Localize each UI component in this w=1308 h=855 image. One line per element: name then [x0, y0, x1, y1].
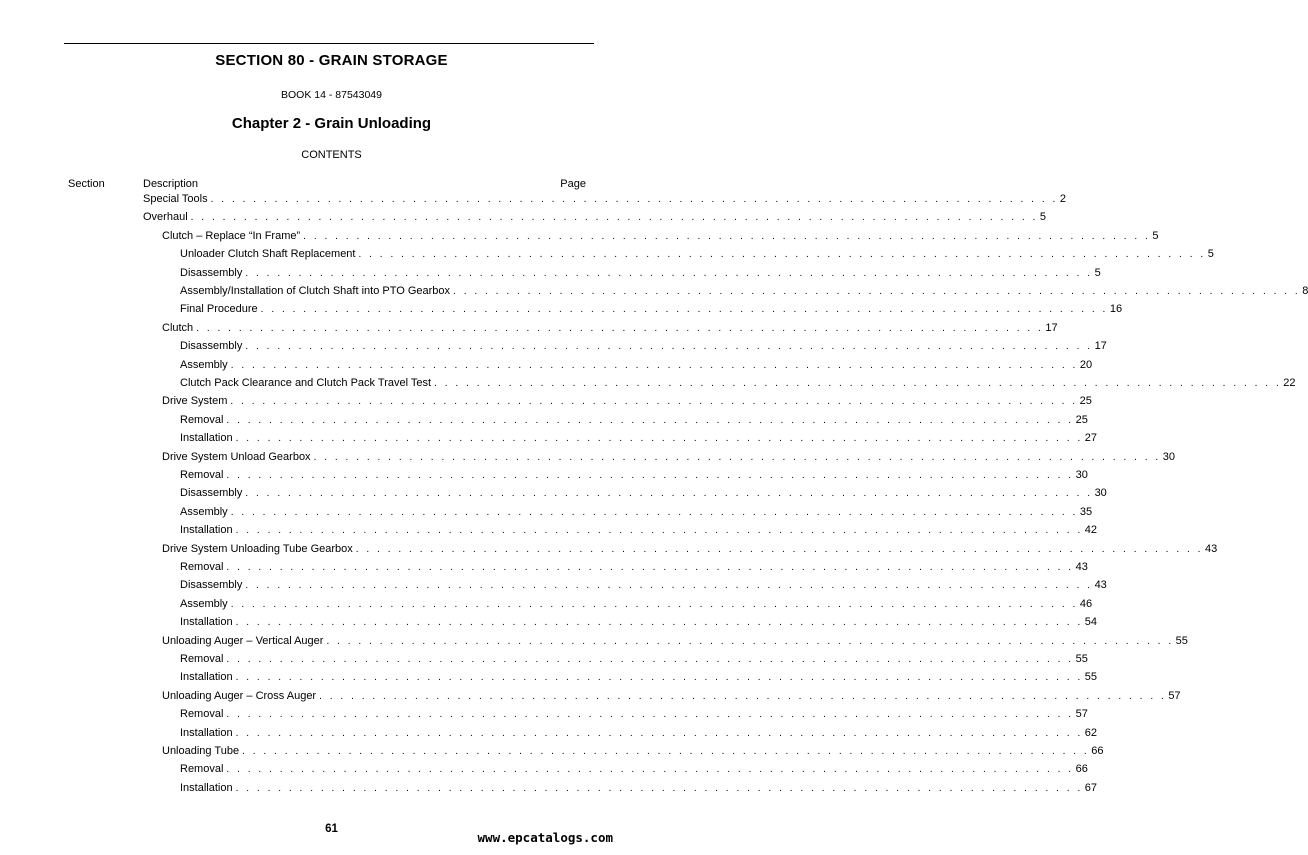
toc-entry[interactable] — [180, 727, 1098, 742]
toc-entry[interactable] — [180, 248, 1214, 263]
toc-entry-title: Disassembly — [180, 267, 243, 279]
top-rule — [64, 43, 594, 44]
toc-entry[interactable] — [180, 579, 1107, 594]
toc-leader-dots: . . . . . . . . . . . . . . . . . . . . . . . . . . . . . . . . . . . . . . . . . . . . . . . . . . . . . . . . . . . . . . . . . . . . . . . . . . . . . . . . — [355, 544, 1203, 555]
toc-leader-dots: . . . . . . . . . . . . . . . . . . . . . . . . . . . . . . . . . . . . . . . . . . . . . . . . . . . . . . . . . . . . . . . . . . . . . . . . . . . . . . . . — [210, 194, 1058, 205]
toc-entry-page: 43 — [1075, 561, 1088, 573]
toc-entry-title: Disassembly — [180, 340, 243, 352]
toc-entry-title: Installation — [180, 727, 233, 739]
toc-entry[interactable] — [180, 359, 1093, 374]
toc-entry-title: Installation — [180, 671, 233, 683]
toc-entry-title: Assembly — [180, 506, 228, 518]
toc-entry-title: Drive System Unload Gearbox — [162, 451, 311, 463]
toc-entry-title: Removal — [180, 414, 224, 426]
toc-entry[interactable] — [180, 377, 1296, 392]
toc-leader-dots: . . . . . . . . . . . . . . . . . . . . . . . . . . . . . . . . . . . . . . . . . . . . . . . . . . . . . . . . . . . . . . . . . . . . . . . . . . . . . . . . — [235, 783, 1083, 794]
toc-leader-dots: . . . . . . . . . . . . . . . . . . . . . . . . . . . . . . . . . . . . . . . . . . . . . . . . . . . . . . . . . . . . . . . . . . . . . . . . . . . . . . . . — [245, 341, 1093, 352]
toc-entry[interactable] — [180, 432, 1098, 447]
toc-entry[interactable] — [162, 635, 1188, 650]
toc-entry[interactable] — [180, 303, 1123, 318]
toc-entry-page: 66 — [1075, 763, 1088, 775]
toc-leader-dots: . . . . . . . . . . . . . . . . . . . . . . . . . . . . . . . . . . . . . . . . . . . . . . . . . . . . . . . . . . . . . . . . . . . . . . . . . . . . . . . . — [226, 764, 1074, 775]
toc-leader-dots: . . . . . . . . . . . . . . . . . . . . . . . . . . . . . . . . . . . . . . . . . . . . . . . . . . . . . . . . . . . . . . . . . . . . . . . . . . . . . . . . — [260, 304, 1108, 315]
chapter-title: Chapter 2 - Grain Unloading — [231, 115, 432, 132]
toc-entry-page: 5 — [1094, 267, 1101, 279]
toc-entry-title: Removal — [180, 561, 224, 573]
toc-entry[interactable] — [143, 193, 1066, 208]
toc-entry[interactable] — [180, 782, 1098, 797]
toc-leader-dots: . . . . . . . . . . . . . . . . . . . . . . . . . . . . . . . . . . . . . . . . . . . . . . . . . . . . . . . . . . . . . . . . . . . . . . . . . . . . . . . . — [303, 231, 1151, 242]
toc-leader-dots: . . . . . . . . . . . . . . . . . . . . . . . . . . . . . . . . . . . . . . . . . . . . . . . . . . . . . . . . . . . . . . . . . . . . . . . . . . . . . . . . — [434, 378, 1282, 389]
toc-entry-page: 67 — [1084, 782, 1098, 794]
toc-entry[interactable] — [180, 708, 1088, 723]
toc-entry[interactable] — [180, 598, 1093, 613]
page-number: 61 — [325, 823, 338, 835]
toc-leader-dots: . . . . . . . . . . . . . . . . . . . . . . . . . . . . . . . . . . . . . . . . . . . . . . . . . . . . . . . . . . . . . . . . . . . . . . . . . . . . . . . . — [190, 212, 1038, 223]
toc-entry[interactable] — [162, 451, 1176, 466]
toc-entry[interactable] — [162, 745, 1104, 760]
toc-leader-dots: . . . . . . . . . . . . . . . . . . . . . . . . . . . . . . . . . . . . . . . . . . . . . . . . . . . . . . . . . . . . . . . . . . . . . . . . . . . . . . . . — [226, 415, 1074, 426]
toc-entry-page: 43 — [1094, 579, 1107, 591]
toc-entry-page: 57 — [1075, 708, 1088, 720]
toc-entry-page: 62 — [1084, 727, 1098, 739]
toc-entry[interactable] — [180, 340, 1107, 355]
toc-entry[interactable] — [143, 211, 1046, 226]
toc-entry[interactable] — [180, 671, 1098, 686]
toc-entry[interactable] — [162, 230, 1159, 245]
toc-entry-page: 30 — [1162, 451, 1176, 463]
toc-entry-title: Clutch Pack Clearance and Clutch Pack Travel Test — [180, 377, 432, 389]
toc-entry-page: 8 — [1302, 285, 1308, 297]
toc-leader-dots: . . . . . . . . . . . . . . . . . . . . . . . . . . . . . . . . . . . . . . . . . . . . . . . . . . . . . . . . . . . . . . . . . . . . . . . . . . . . . . . . — [196, 323, 1044, 334]
toc-entry-page: 27 — [1084, 432, 1098, 444]
toc-entry[interactable] — [162, 543, 1218, 558]
toc-entry[interactable] — [180, 267, 1101, 282]
toc-entry-title: Disassembly — [180, 487, 243, 499]
toc-leader-dots: . . . . . . . . . . . . . . . . . . . . . . . . . . . . . . . . . . . . . . . . . . . . . . . . . . . . . . . . . . . . . . . . . . . . . . . . . . . . . . . . — [226, 562, 1074, 573]
toc-entry-title: Unloading Auger – Cross Auger — [162, 690, 317, 702]
toc-entry[interactable] — [180, 487, 1107, 502]
toc-entry-title: Overhaul — [143, 211, 188, 223]
toc-leader-dots: . . . . . . . . . . . . . . . . . . . . . . . . . . . . . . . . . . . . . . . . . . . . . . . . . . . . . . . . . . . . . . . . . . . . . . . . . . . . . . . . — [358, 249, 1206, 260]
toc-entry[interactable] — [180, 561, 1088, 576]
toc-leader-dots: . . . . . . . . . . . . . . . . . . . . . . . . . . . . . . . . . . . . . . . . . . . . . . . . . . . . . . . . . . . . . . . . . . . . . . . . . . . . . . . . — [235, 672, 1083, 683]
toc-entry-title: Disassembly — [180, 579, 243, 591]
toc-entry[interactable] — [180, 414, 1088, 429]
toc-entry-title: Drive System Unloading Tube Gearbox — [162, 543, 353, 555]
toc-entry-title: Removal — [180, 469, 224, 481]
toc-entry[interactable] — [180, 524, 1098, 539]
toc-entry[interactable] — [180, 469, 1088, 484]
toc-entry[interactable] — [180, 763, 1088, 778]
toc-entry-page: 66 — [1091, 745, 1104, 757]
contents-heading: CONTENTS — [301, 149, 362, 161]
toc-entry-title: Installation — [180, 616, 233, 628]
toc-entry[interactable] — [180, 506, 1093, 521]
watermark: www.epcatalogs.com — [477, 830, 613, 845]
toc-entry-title: Unloading Auger – Vertical Auger — [162, 635, 324, 647]
toc-entry-title: Unloading Tube — [162, 745, 240, 757]
toc-leader-dots: . . . . . . . . . . . . . . . . . . . . . . . . . . . . . . . . . . . . . . . . . . . . . . . . . . . . . . . . . . . . . . . . . . . . . . . . . . . . . . . . — [235, 525, 1083, 536]
toc-entry-title: Assembly — [180, 598, 228, 610]
toc-leader-dots: . . . . . . . . . . . . . . . . . . . . . . . . . . . . . . . . . . . . . . . . . . . . . . . . . . . . . . . . . . . . . . . . . . . . . . . . . . . . . . . . — [245, 268, 1093, 279]
toc-leader-dots: . . . . . . . . . . . . . . . . . . . . . . . . . . . . . . . . . . . . . . . . . . . . . . . . . . . . . . . . . . . . . . . . . . . . . . . . . . . . . . . . — [326, 636, 1174, 647]
toc-entry-title: Unloader Clutch Shaft Replacement — [180, 248, 356, 260]
toc-entry[interactable] — [162, 322, 1058, 337]
toc-leader-dots: . . . . . . . . . . . . . . . . . . . . . . . . . . . . . . . . . . . . . . . . . . . . . . . . . . . . . . . . . . . . . . . . . . . . . . . . . . . . . . . . — [230, 360, 1078, 371]
toc-entry-page: 35 — [1079, 506, 1093, 518]
toc-entry-page: 20 — [1079, 359, 1093, 371]
toc-entry-title: Installation — [180, 524, 233, 536]
toc-leader-dots: . . . . . . . . . . . . . . . . . . . . . . . . . . . . . . . . . . . . . . . . . . . . . . . . . . . . . . . . . . . . . . . . . . . . . . . . . . . . . . . . — [453, 286, 1301, 297]
toc-leader-dots: . . . . . . . . . . . . . . . . . . . . . . . . . . . . . . . . . . . . . . . . . . . . . . . . . . . . . . . . . . . . . . . . . . . . . . . . . . . . . . . . — [226, 709, 1074, 720]
toc-leader-dots: . . . . . . . . . . . . . . . . . . . . . . . . . . . . . . . . . . . . . . . . . . . . . . . . . . . . . . . . . . . . . . . . . . . . . . . . . . . . . . . . — [319, 691, 1167, 702]
toc-entry-title: Assembly/Installation of Clutch Shaft into PTO Gearbox — [180, 285, 451, 297]
toc-entry-page: 2 — [1059, 193, 1066, 205]
toc-entry-page: 22 — [1283, 377, 1296, 389]
toc-entry-title: Removal — [180, 708, 224, 720]
toc-entry-page: 25 — [1079, 395, 1092, 407]
toc-leader-dots: . . . . . . . . . . . . . . . . . . . . . . . . . . . . . . . . . . . . . . . . . . . . . . . . . . . . . . . . . . . . . . . . . . . . . . . . . . . . . . . . — [245, 488, 1093, 499]
toc-entry-title: Removal — [180, 763, 224, 775]
toc-entry-page: 43 — [1204, 543, 1218, 555]
toc-entry-page: 42 — [1084, 524, 1098, 536]
toc-leader-dots: . . . . . . . . . . . . . . . . . . . . . . . . . . . . . . . . . . . . . . . . . . . . . . . . . . . . . . . . . . . . . . . . . . . . . . . . . . . . . . . . — [226, 470, 1074, 481]
toc-leader-dots: . . . . . . . . . . . . . . . . . . . . . . . . . . . . . . . . . . . . . . . . . . . . . . . . . . . . . . . . . . . . . . . . . . . . . . . . . . . . . . . . — [230, 599, 1078, 610]
toc-entry-page: 55 — [1084, 671, 1098, 683]
toc-entry-title: Assembly — [180, 359, 228, 371]
toc-entry-page: 17 — [1045, 322, 1058, 334]
toc-entry-page: 5 — [1207, 248, 1214, 260]
toc-leader-dots: . . . . . . . . . . . . . . . . . . . . . . . . . . . . . . . . . . . . . . . . . . . . . . . . . . . . . . . . . . . . . . . . . . . . . . . . . . . . . . . . — [235, 617, 1083, 628]
toc-entry[interactable] — [162, 690, 1181, 705]
toc-leader-dots: . . . . . . . . . . . . . . . . . . . . . . . . . . . . . . . . . . . . . . . . . . . . . . . . . . . . . . . . . . . . . . . . . . . . . . . . . . . . . . . . — [235, 433, 1083, 444]
toc-entry-title: Special Tools — [143, 193, 208, 205]
column-header-description: Description — [143, 178, 199, 190]
toc-leader-dots: . . . . . . . . . . . . . . . . . . . . . . . . . . . . . . . . . . . . . . . . . . . . . . . . . . . . . . . . . . . . . . . . . . . . . . . . . . . . . . . . — [235, 728, 1083, 739]
toc-entry-title: Removal — [180, 653, 224, 665]
toc-entry-title: Installation — [180, 432, 233, 444]
toc-entry[interactable] — [162, 395, 1092, 410]
toc-leader-dots: . . . . . . . . . . . . . . . . . . . . . . . . . . . . . . . . . . . . . . . . . . . . . . . . . . . . . . . . . . . . . . . . . . . . . . . . . . . . . . . . — [230, 507, 1078, 518]
toc-entry-page: 5 — [1152, 230, 1159, 242]
toc-entry-page: 5 — [1039, 211, 1046, 223]
toc-entry-title: Clutch – Replace “In Frame” — [162, 230, 301, 242]
toc-entry-title: Clutch — [162, 322, 194, 334]
toc-leader-dots: . . . . . . . . . . . . . . . . . . . . . . . . . . . . . . . . . . . . . . . . . . . . . . . . . . . . . . . . . . . . . . . . . . . . . . . . . . . . . . . . — [245, 580, 1093, 591]
toc-leader-dots: . . . . . . . . . . . . . . . . . . . . . . . . . . . . . . . . . . . . . . . . . . . . . . . . . . . . . . . . . . . . . . . . . . . . . . . . . . . . . . . . — [226, 654, 1074, 665]
toc-entry-page: 30 — [1094, 487, 1107, 499]
toc-entry-page: 17 — [1094, 340, 1107, 352]
toc-leader-dots: . . . . . . . . . . . . . . . . . . . . . . . . . . . . . . . . . . . . . . . . . . . . . . . . . . . . . . . . . . . . . . . . . . . . . . . . . . . . . . . . — [313, 452, 1161, 463]
toc-leader-dots: . . . . . . . . . . . . . . . . . . . . . . . . . . . . . . . . . . . . . . . . . . . . . . . . . . . . . . . . . . . . . . . . . . . . . . . . . . . . . . . . — [242, 746, 1090, 757]
section-title: SECTION 80 - GRAIN STORAGE — [215, 52, 448, 69]
book-number: BOOK 14 - 87543049 — [281, 89, 382, 101]
toc-entry[interactable] — [180, 616, 1098, 631]
toc-leader-dots: . . . . . . . . . . . . . . . . . . . . . . . . . . . . . . . . . . . . . . . . . . . . . . . . . . . . . . . . . . . . . . . . . . . . . . . . . . . . . . . . — [230, 396, 1078, 407]
column-header-page: Page — [560, 178, 586, 190]
toc-entry-page: 57 — [1168, 690, 1181, 702]
toc-entry-page: 54 — [1084, 616, 1098, 628]
column-header-section: Section — [68, 178, 105, 190]
toc-entry-page: 55 — [1175, 635, 1188, 647]
toc-entry-title: Installation — [180, 782, 233, 794]
toc-entry[interactable] — [180, 653, 1088, 668]
toc-entry-page: 46 — [1079, 598, 1093, 610]
toc-entry-title: Drive System — [162, 395, 228, 407]
toc-entry-page: 25 — [1075, 414, 1088, 426]
toc-entry-page: 55 — [1075, 653, 1088, 665]
toc-entry[interactable] — [180, 285, 1308, 300]
toc-entry-page: 30 — [1075, 469, 1088, 481]
toc-entry-title: Final Procedure — [180, 303, 258, 315]
toc-entry-page: 16 — [1109, 303, 1123, 315]
